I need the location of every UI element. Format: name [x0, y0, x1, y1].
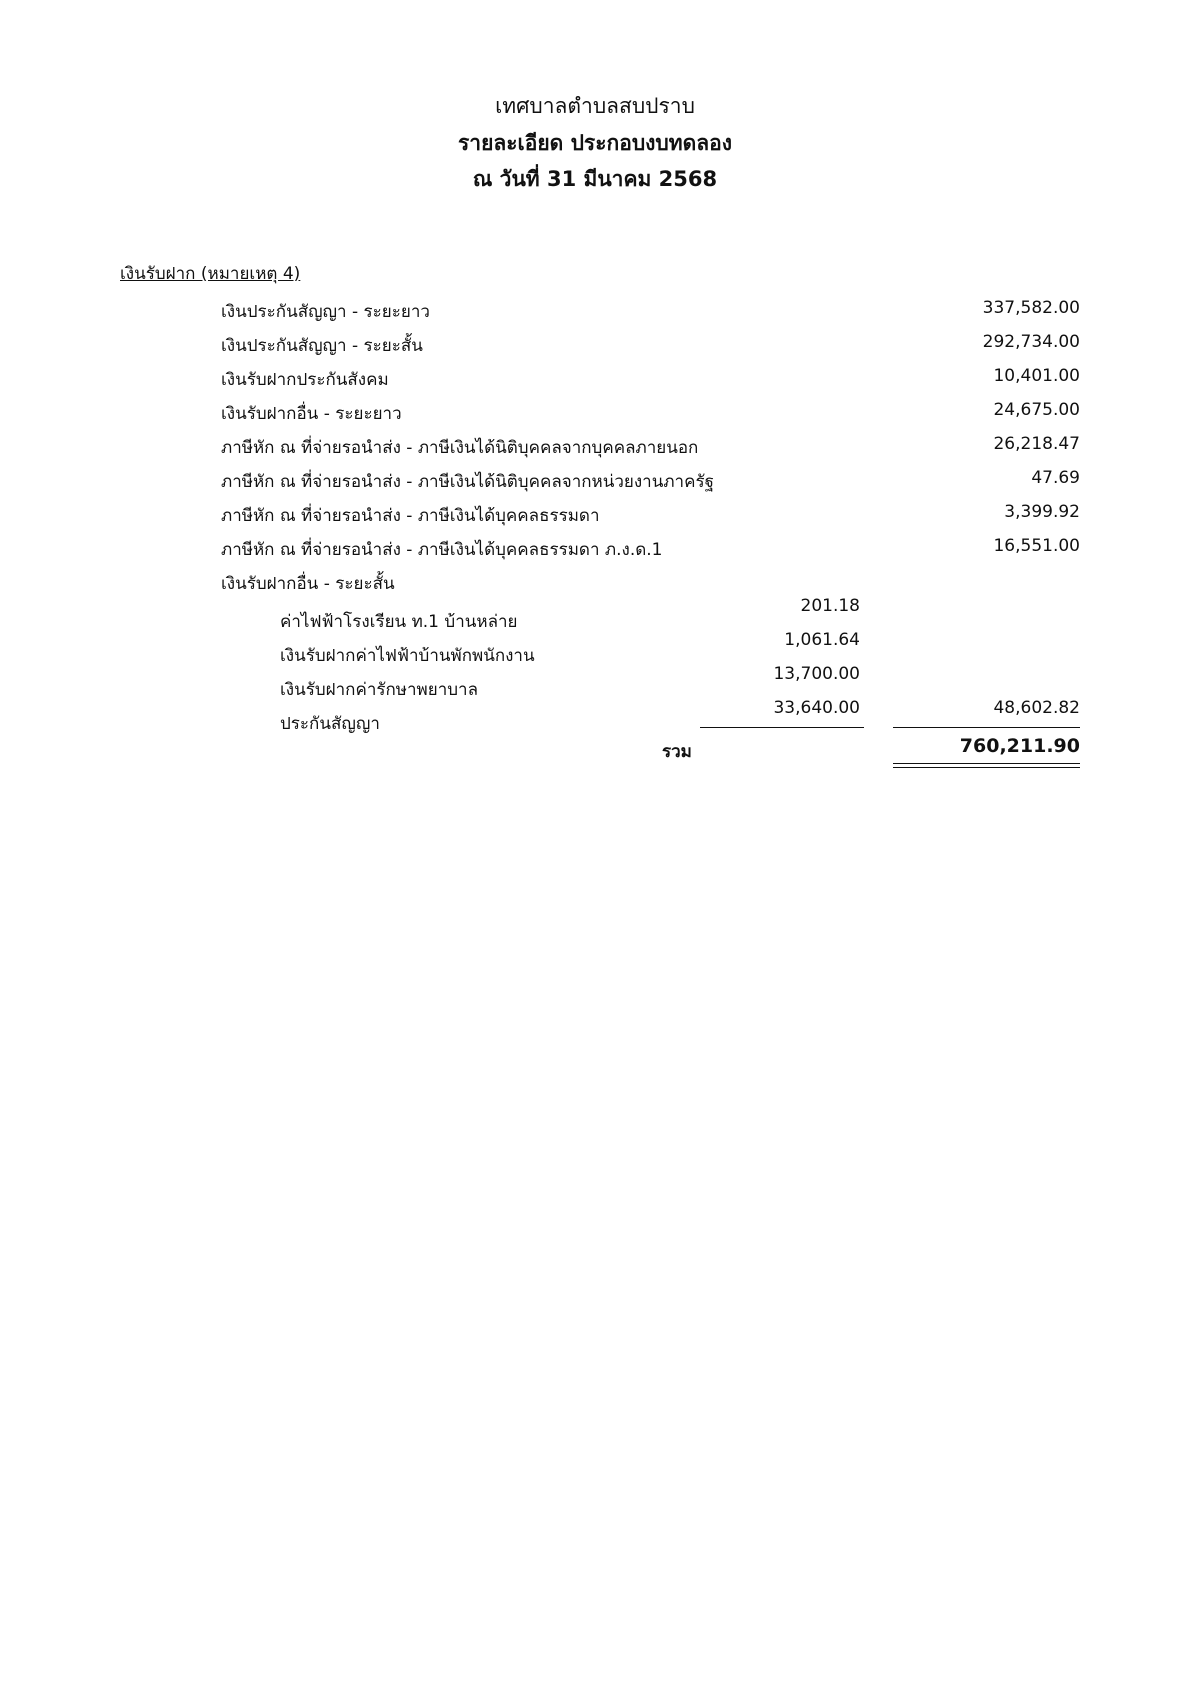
sub-list-item: [0, 698, 1190, 736]
list-item: [0, 366, 1190, 396]
sub-item-amount: 33,640.00: [773, 698, 860, 718]
report-title: รายละเอียด ประกอบงบทดลอง: [458, 131, 732, 155]
organization-name: เทศบาลตำบลสบปราบ: [495, 94, 695, 118]
section-title: เงินรับฝาก (หมายเหตุ 4): [120, 264, 301, 284]
total-amount: 760,211.90: [959, 735, 1080, 757]
item-label: ภาษีหัก ณ ที่จ่ายรอนำส่ง - ภาษีเงินได้นิติบุคคลจากบุคคลภายนอก: [221, 438, 699, 458]
item-amount: 26,218.47: [993, 434, 1080, 454]
short-term-heading: [0, 570, 1190, 600]
item-label: ภาษีหัก ณ ที่จ่ายรอนำส่ง - ภาษีเงินได้บุคคลธรรมดา ภ.ง.ด.1: [221, 540, 663, 560]
item-label: เงินประกันสัญญา - ระยะยาว: [221, 302, 430, 322]
item-label: เงินประกันสัญญา - ระยะสั้น: [221, 336, 423, 356]
list-item: [0, 298, 1190, 328]
sub-item-amount: 13,700.00: [773, 664, 860, 684]
item-amount: 337,582.00: [982, 298, 1080, 318]
item-label: เงินรับฝากอื่น - ระยะยาว: [221, 404, 402, 424]
list-item: [0, 536, 1190, 566]
item-amount: 24,675.00: [993, 400, 1080, 420]
item-amount: 16,551.00: [993, 536, 1080, 556]
report-date: ณ วันที่ 31 มีนาคม 2568: [472, 167, 718, 191]
sub-item-label: เงินรับฝากค่ารักษาพยาบาล: [280, 680, 479, 700]
item-amount: 10,401.00: [993, 366, 1080, 386]
list-item: [0, 400, 1190, 430]
sub-list-item: [0, 596, 1190, 634]
item-label: เงินรับฝากประกันสังคม: [221, 370, 389, 390]
sub-item-label: เงินรับฝากค่าไฟฟ้าบ้านพักพนักงาน: [280, 646, 535, 666]
item-label: ภาษีหัก ณ ที่จ่ายรอนำส่ง - ภาษีเงินได้บุคคลธรรมดา: [221, 506, 600, 526]
item-label: เงินรับฝากอื่น - ระยะสั้น: [221, 574, 395, 594]
sub-item-label: ประกันสัญญา: [280, 714, 380, 734]
sub-item-label: ค่าไฟฟ้าโรงเรียน ท.1 บ้านหล่าย: [280, 612, 518, 632]
sub-item-amount: 1,061.64: [784, 630, 860, 650]
item-amount: 292,734.00: [982, 332, 1080, 352]
list-item: [0, 502, 1190, 532]
item-label: ภาษีหัก ณ ที่จ่ายรอนำส่ง - ภาษีเงินได้นิติบุคคลจากหน่วยงานภาครัฐ: [221, 472, 714, 492]
list-item: [0, 468, 1190, 498]
total-label: รวม: [662, 742, 692, 762]
list-item: [0, 434, 1190, 464]
subtotal-rule: [700, 727, 864, 728]
total-double-rule: [893, 763, 1080, 768]
short-term-subtotal: 48,602.82: [993, 698, 1080, 718]
item-amount: 3,399.92: [1004, 502, 1080, 522]
amount-rule: [893, 727, 1080, 728]
sub-item-amount: 201.18: [800, 596, 860, 616]
sub-list-item: [0, 630, 1190, 668]
item-amount: 47.69: [1031, 468, 1080, 488]
list-item: [0, 332, 1190, 362]
